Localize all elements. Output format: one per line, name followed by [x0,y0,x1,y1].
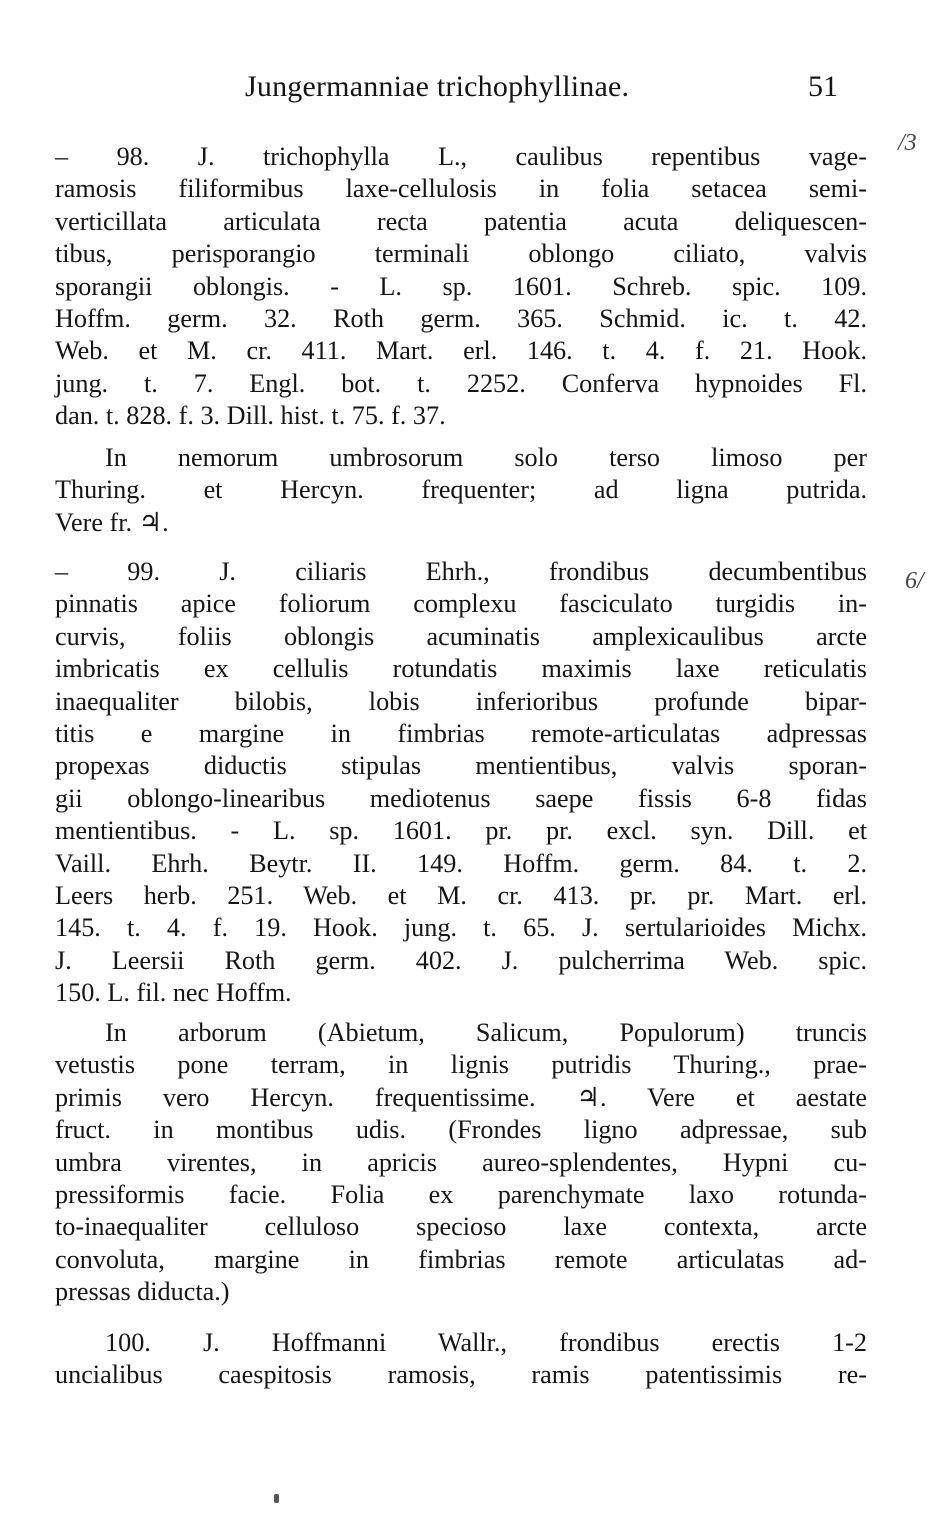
ink-blot [274,1494,279,1503]
margin-annotation-second: 6/ [905,568,924,594]
text-line: imbricatis ex cellulis rotundatis maximis laxe reticulatis [55,654,867,684]
page-header [0,70,930,114]
entry-100-description [55,1327,867,1392]
entry-99-description [55,556,867,1009]
text-line: In nemorum umbrosorum solo terso limoso per [105,443,867,472]
entry-98-description [55,141,867,433]
text-line: 100. J. Hoffmanni Wallr., frondibus erectis 1-2 [105,1328,867,1357]
text-line: inaequaliter bilobis, lobis inferioribus profunde bipar- [55,686,867,716]
text-line: pressas diducta.) [55,1277,230,1307]
text-line: gii oblongo-linearibus mediotenus saepe fissis 6-8 fidas [55,783,867,813]
text-line: primis vero Hercyn. frequentissime. ♃. Vere et aestate [55,1082,867,1112]
text-line: vetustis pone terram, in lignis putridis Thuring., prae- [55,1050,867,1080]
text-line: – 99. J. ciliaris Ehrh., frondibus decumbentibus [55,557,867,586]
text-line: propexas diductis stipulas mentientibus, valvis sporan- [55,751,867,781]
text-line: dan. t. 828. f. 3. Dill. hist. t. 75. f. 37. [55,401,446,431]
text-line: Web. et M. cr. 411. Mart. erl. 146. t. 4. f. 21. Hook. [55,336,867,366]
text-line: ramosis filiformibus laxe-cellulosis in folia setacea semi- [55,174,867,204]
running-title: Jungermanniae trichophyllinae. [245,70,630,103]
text-line: curvis, foliis oblongis acuminatis amplexicaulibus arcte [55,621,867,651]
text-line: Vaill. Ehrh. Beytr. II. 149. Hoffm. germ. 84. t. 2. [55,848,867,878]
text-line: Vere fr. ♃. [55,507,169,537]
text-line: In arborum (Abietum, Salicum, Populorum) truncis [105,1018,867,1047]
text-line: uncialibus caespitosis ramosis, ramis patentissimis re- [55,1360,867,1390]
text-line: pressiformis facie. Folia ex parenchymate laxo rotunda- [55,1179,867,1209]
text-line: sporangii oblongis. - L. sp. 1601. Schreb. spic. 109. [55,271,867,301]
entry-99-habitat [55,1017,867,1309]
text-line: Leers herb. 251. Web. et M. cr. 413. pr. pr. Mart. erl. [55,880,867,910]
page-number: 51 [808,70,838,103]
text-line: fruct. in montibus udis. (Frondes ligno adpressae, sub [55,1115,867,1145]
text-line: – 98. J. trichophylla L., caulibus repentibus vage- [55,142,867,171]
text-line: Hoffm. germ. 32. Roth germ. 365. Schmid. ic. t. 42. [55,303,867,333]
text-line: tibus, perisporangio terminali oblongo ciliato, valvis [55,239,867,269]
text-line: pinnatis apice foliorum complexu fasciculato turgidis in- [55,589,867,619]
margin-annotation-first: /3 [898,130,917,156]
text-line: 150. L. fil. nec Hoffm. [55,978,292,1008]
text-line: mentientibus. - L. sp. 1601. pr. pr. excl. syn. Dill. et [55,816,867,846]
text-line: verticillata articulata recta patentia acuta deliquescen- [55,206,867,236]
text-line: to-inaequaliter celluloso specioso laxe contexta, arcte [55,1212,867,1242]
text-line: umbra virentes, in apricis aureo-splendentes, Hypni cu- [55,1147,867,1177]
text-line: titis e margine in fimbrias remote-articulatas adpressas [55,718,867,748]
text-line: Thuring. et Hercyn. frequenter; ad ligna putrida. [55,475,867,505]
text-line: jung. t. 7. Engl. bot. t. 2252. Conferva hypnoides Fl. [55,368,867,398]
text-line: 145. t. 4. f. 19. Hook. jung. t. 65. J. sertularioides Michx. [55,913,867,943]
text-line: convoluta, margine in fimbrias remote articulatas ad- [55,1244,867,1274]
text-line: J. Leersii Roth germ. 402. J. pulcherrima Web. spic. [55,945,867,975]
entry-98-habitat [55,442,867,539]
